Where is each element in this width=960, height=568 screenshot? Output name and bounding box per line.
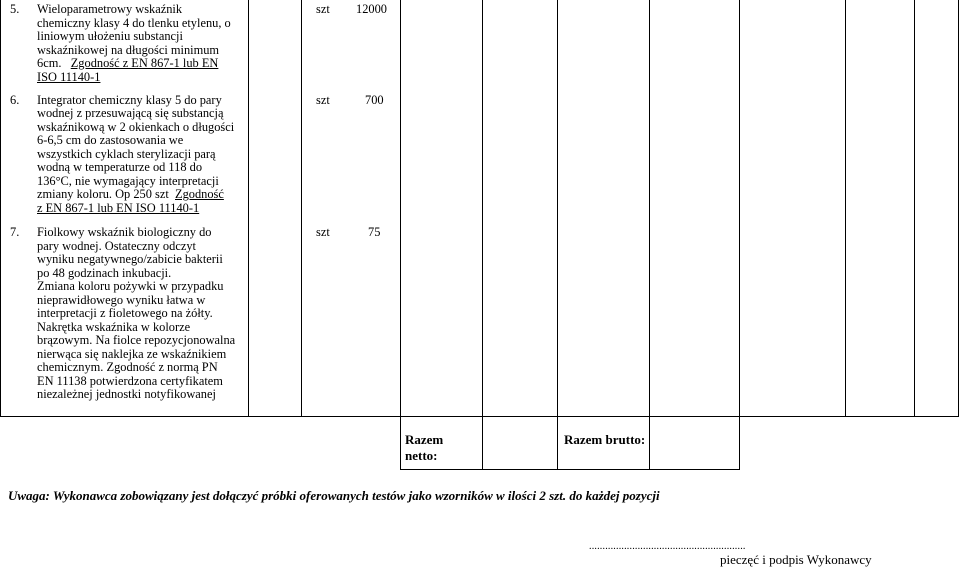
standard-reference: Zgodność z EN 867-1 lub EN — [70, 56, 219, 70]
description-line: Fiolkowy wskaźnik biologiczny do — [37, 225, 212, 239]
description-line: pary wodnej. Ostateczny odczyt — [37, 238, 196, 253]
description-line: Integrator chemiczny klasy 5 do pary — [37, 92, 222, 107]
table-row — [0, 0, 959, 92]
standard-reference: Zgodność — [175, 187, 224, 201]
description-line: wodną w temperaturze od 118 do — [37, 160, 203, 174]
description-line: Wieloparametrowy wskaźnik — [37, 2, 183, 16]
description-line: EN 11138 potwierdzona certyfikatem — [37, 373, 223, 388]
unit-cell: szt — [316, 225, 330, 239]
unit-cell: szt — [316, 2, 330, 16]
signature-label: pieczęć i podpis Wykonawcy — [720, 552, 872, 567]
unit-cell: szt — [316, 93, 330, 107]
quantity-cell: 75 — [368, 225, 381, 239]
quantity-cell: 700 — [365, 93, 384, 107]
table-row — [0, 224, 959, 416]
description-line: 6cm. Zgodność z EN 867-1 lub EN — [37, 56, 219, 70]
totals-bottom-border — [400, 469, 740, 470]
table-bottom-border — [0, 416, 959, 417]
quantity-cell: 12000 — [356, 2, 387, 16]
table-row — [0, 91, 959, 226]
description-line: interpretacji z fioletowego na żółty. — [37, 306, 213, 320]
description-line: liniowym ułożeniu substancji — [37, 29, 183, 43]
row-number: 7. — [10, 225, 20, 239]
row-number: 5. — [10, 2, 20, 16]
description-line: wszystkich cyklach sterylizacji parą — [37, 146, 216, 161]
description-line: Zmiana koloru pożywki w przypadku — [37, 279, 224, 293]
signature-dots: .......................................................... — [589, 541, 746, 552]
description-line: chemicznym. Zgodność z normą PN — [37, 360, 218, 374]
description-line: wskaźnikową w 2 okienkach o długości — [37, 119, 235, 134]
description-line: brązowym. Na fiolce repozycjonowalna — [37, 333, 236, 347]
gross-total-label: Razem brutto: — [564, 432, 646, 447]
description-line: Nakrętka wskaźnika w kolorze — [37, 319, 191, 334]
description-line: nierwąca się naklejka ze wskaźnikiem — [37, 346, 227, 361]
description-line: wskaźnikowej na długości minimum — [37, 42, 220, 57]
description-line: wodnej z przesuwającą się substancją — [37, 106, 224, 120]
description-line: z EN 867-1 lub EN ISO 11140-1 — [37, 200, 200, 215]
net-total-label: Razem netto: — [405, 432, 444, 463]
description-line: 136°C, nie wymagający interpretacji — [37, 173, 219, 188]
description-line: ISO 11140-1 — [37, 69, 101, 84]
supplier-note: Uwaga: Wykonawca zobowiązany jest dołączyć próbki oferowanych testów jako wzorników w ilości 2 szt. do każdej pozycji — [8, 488, 660, 503]
row-number: 6. — [10, 92, 20, 107]
description-line: zmiany koloru. Op 250 szt Zgodność — [37, 187, 224, 201]
description-line: 6-6,5 cm do zastosowania we — [37, 133, 184, 147]
net-box-left — [400, 417, 401, 470]
description-line: chemiczny klasy 4 do tlenku etylenu, o — [37, 15, 231, 30]
description-line: po 48 godzinach inkubacji. — [37, 265, 172, 280]
description-line: niezależnej jednostki notyfikowanej — [37, 387, 216, 401]
description-line: wyniku negatywnego/zabicie bakterii — [37, 252, 223, 266]
description-line: nieprawidłowego wyniku łatwa w — [37, 292, 206, 307]
